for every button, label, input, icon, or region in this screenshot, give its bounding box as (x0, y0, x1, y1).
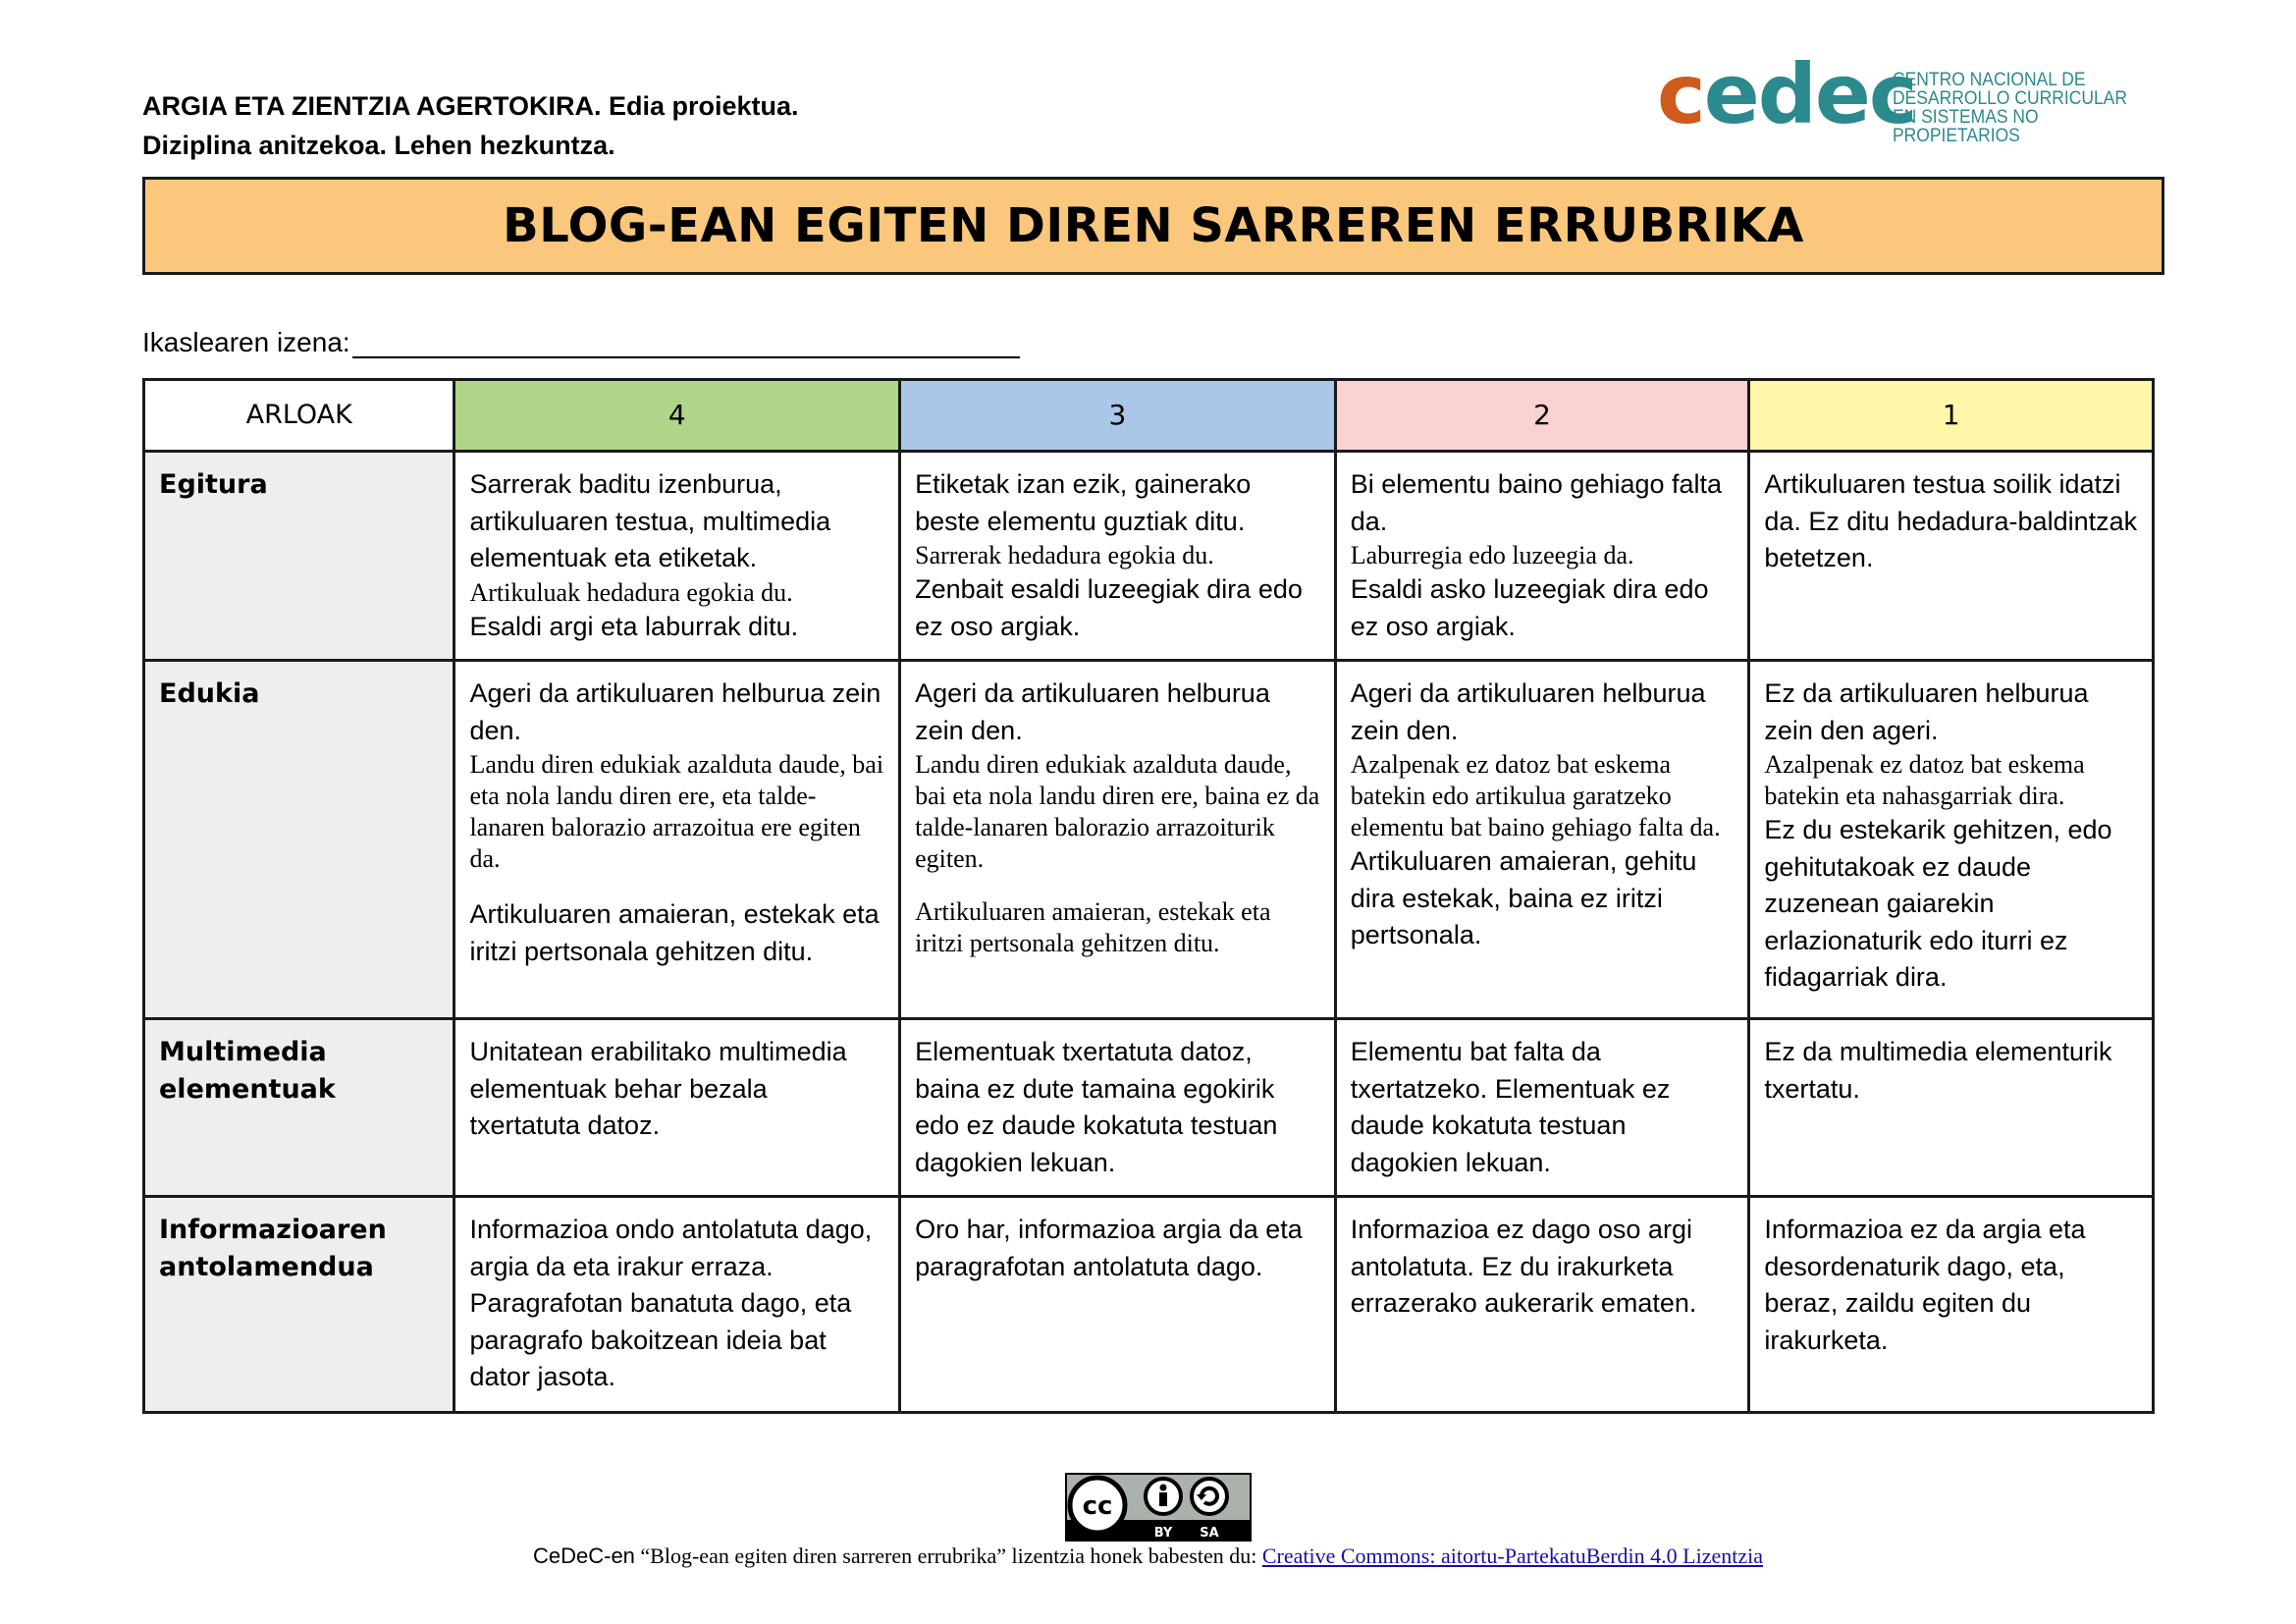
criteria-cell (454, 1197, 900, 1413)
footer-author: CeDeC-en (532, 1543, 635, 1568)
logo-subtitle (1893, 71, 2163, 145)
svg-text:cc: cc (1082, 1491, 1113, 1521)
title-banner (142, 177, 2164, 275)
criteria-cell (1749, 661, 2154, 1019)
criteria-text: Etiketak izan ezik, gainerako beste elementu guztiak ditu. (915, 469, 1252, 536)
criteria-text: Sarrerak hedadura egokia du. (915, 541, 1214, 569)
criteria-cell (900, 1197, 1336, 1413)
area-cell: Edukia (144, 661, 454, 1019)
badge-sa-label: SA (1200, 1526, 1219, 1541)
logo-subtitle-line-1: CENTRO NACIONAL DE (1893, 70, 2086, 90)
criteria-text: Laburregia edo luzeegia da. (1350, 541, 1634, 569)
level-4-label: 4 (667, 398, 686, 431)
logo-wordmark-first: c (1657, 46, 1704, 142)
table-row (144, 661, 2154, 1019)
criteria-text: Ageri da artikuluaren helburua zein den. (915, 678, 1270, 745)
criteria-text: Landu diren edukiak azalduta daude, bai eta nola landu diren ere, eta talde-lanaren balorazio arrazoitua ere egiten da. (469, 750, 884, 873)
student-name-field (142, 327, 1020, 358)
header-level-1 (1749, 380, 2154, 452)
header-level-3 (900, 380, 1336, 452)
cc-by-sa-badge[interactable] (1065, 1473, 1252, 1542)
student-name-label: Ikaslearen izena: (142, 327, 350, 357)
table-row (144, 1197, 2154, 1413)
criteria-cell (1335, 1197, 1749, 1413)
criteria-text: Zenbait esaldi luzeegiak dira edo ez oso argiak. (915, 574, 1303, 641)
criteria-text: Artikuluaren testua soilik idatzi da. Ez ditu hedadura-baldintzak betetzen. (1764, 469, 2138, 572)
criteria-text: Esaldi asko luzeegiak dira edo ez oso argiak. (1350, 574, 1709, 641)
rubric-header-row (144, 380, 2154, 452)
page-title: BLOG-EAN EGITEN DIREN SARREREN ERRUBRIKA (503, 198, 1804, 253)
logo-subtitle-line-3: EN SISTEMAS NO PROPIETARIOS (1893, 107, 2039, 146)
header-level-2 (1335, 380, 1749, 452)
table-row (144, 1019, 2154, 1197)
criteria-text: Artikuluaren amaieran, estekak eta iritzi pertsonala gehitzen ditu. (915, 897, 1271, 957)
area-cell: Informazioaren antolamendua (144, 1197, 454, 1413)
criteria-text: Informazioa ez dago oso argi antolatuta. Ez du irakurketa errazerako aukerarik ematen. (1350, 1215, 1697, 1318)
criteria-text: Bi elementu baino gehiago falta da. (1350, 469, 1723, 536)
criteria-text: Ez da artikuluaren helburua zein den ageri. (1764, 678, 2089, 745)
document-header (142, 86, 799, 165)
criteria-text: Oro har, informazioa argia da eta paragrafotan antolatuta dago. (915, 1215, 1303, 1281)
criteria-text: Ez du estekarik gehitzen, edo gehitutakoak ez daude zuzenean gaiarekin erlazionaturik edo iturri ez fidagarriak dira. (1764, 815, 2112, 992)
criteria-text: Artikuluaren amaieran, gehitu dira estekak, baina ez iritzi pertsonala. (1350, 846, 1697, 949)
header-arloak: ARLOAK (144, 380, 454, 452)
criteria-text: Informazioa ez da argia eta desordenaturik dago, eta, beraz, zaildu egiten du irakurketa. (1764, 1215, 2086, 1355)
criteria-text: Esaldi argi eta laburrak ditu. (469, 611, 799, 641)
criteria-text: Ageri da artikuluaren helburua zein den. (1350, 678, 1706, 745)
license-link[interactable]: Creative Commons: aitortu-PartekatuBerdin 4.0 Lizentzia (1261, 1543, 1763, 1568)
student-name-blank[interactable] (352, 329, 1020, 358)
criteria-cell (900, 661, 1336, 1019)
area-cell: Multimedia elementuak (144, 1019, 454, 1197)
criteria-text: Unitatean erabilitako multimedia elementuak behar bezala txertatuta datoz. (469, 1037, 847, 1140)
criteria-cell (1335, 661, 1749, 1019)
header-line-2: Diziplina anitzekoa. Lehen hezkuntza. (142, 131, 615, 160)
table-row (144, 452, 2154, 661)
share-alike-icon (1192, 1479, 1227, 1514)
criteria-cell (1335, 1019, 1749, 1197)
criteria-text: Informazioa ondo antolatuta dago, argia da eta irakur erraza. Paragrafotan banatuta dago, eta paragrafo bakoitzean ideia bat dator jasota. (469, 1215, 873, 1391)
criteria-cell (1749, 1019, 2154, 1197)
criteria-cell (1749, 1197, 2154, 1413)
criteria-text: Azalpenak ez datoz bat eskema batekin edo artikulua garatzeko elementu bat baino gehiago falta da. (1350, 750, 1721, 841)
logo-subtitle-line-2: DESARROLLO CURRICULAR (1893, 88, 2127, 109)
level-1-label: 1 (1942, 398, 1960, 431)
criteria-cell (1335, 452, 1749, 661)
footer-description: “Blog-ean egiten diren sarreren errubrika” lizentzia honek babesten du: (634, 1543, 1262, 1568)
criteria-cell (454, 1019, 900, 1197)
cedec-logo (1657, 46, 2167, 146)
criteria-text: Ez da multimedia elementurik txertatu. (1764, 1037, 2112, 1104)
license-footer (0, 1543, 2296, 1569)
level-3-label: 3 (1108, 398, 1127, 431)
criteria-text: Sarrerak baditu izenburua, artikuluaren testua, multimedia elementuak eta etiketak. (469, 469, 831, 572)
criteria-cell (900, 452, 1336, 661)
criteria-cell (454, 661, 900, 1019)
logo-wordmark-rest: edec (1703, 46, 1916, 142)
criteria-cell (1749, 452, 2154, 661)
criteria-text: Ageri da artikuluaren helburua zein den. (469, 678, 881, 745)
area-cell: Egitura (144, 452, 454, 661)
header-line-1: ARGIA ETA ZIENTZIA AGERTOKIRA. Edia proiektua. (142, 91, 799, 121)
rubric-table (142, 378, 2155, 1414)
badge-by-label: BY (1153, 1526, 1173, 1541)
criteria-text: Azalpenak ez datoz bat eskema batekin eta nahasgarriak dira. (1764, 750, 2085, 810)
criteria-text: Landu diren edukiak azalduta daude, bai eta nola landu diren ere, baina ez da talde-lanaren balorazio arrazoiturik egiten. (915, 750, 1320, 873)
criteria-text: Elementuak txertatuta datoz, baina ez dute tamaina egokirik edo ez daude kokatuta testuan dagokien lekuan. (915, 1037, 1278, 1177)
logo-wordmark (1657, 46, 1916, 142)
criteria-text: Elementu bat falta da txertatzeko. Elementuak ez daude kokatuta testuan dagokien lekuan. (1350, 1037, 1671, 1177)
level-2-label: 2 (1533, 398, 1551, 431)
criteria-cell (900, 1019, 1336, 1197)
header-level-4 (454, 380, 900, 452)
criteria-text: Artikuluaren amaieran, estekak eta iritzi pertsonala gehitzen ditu. (469, 899, 880, 966)
criteria-text: Artikuluak hedadura egokia du. (469, 577, 793, 607)
criteria-cell (454, 452, 900, 661)
